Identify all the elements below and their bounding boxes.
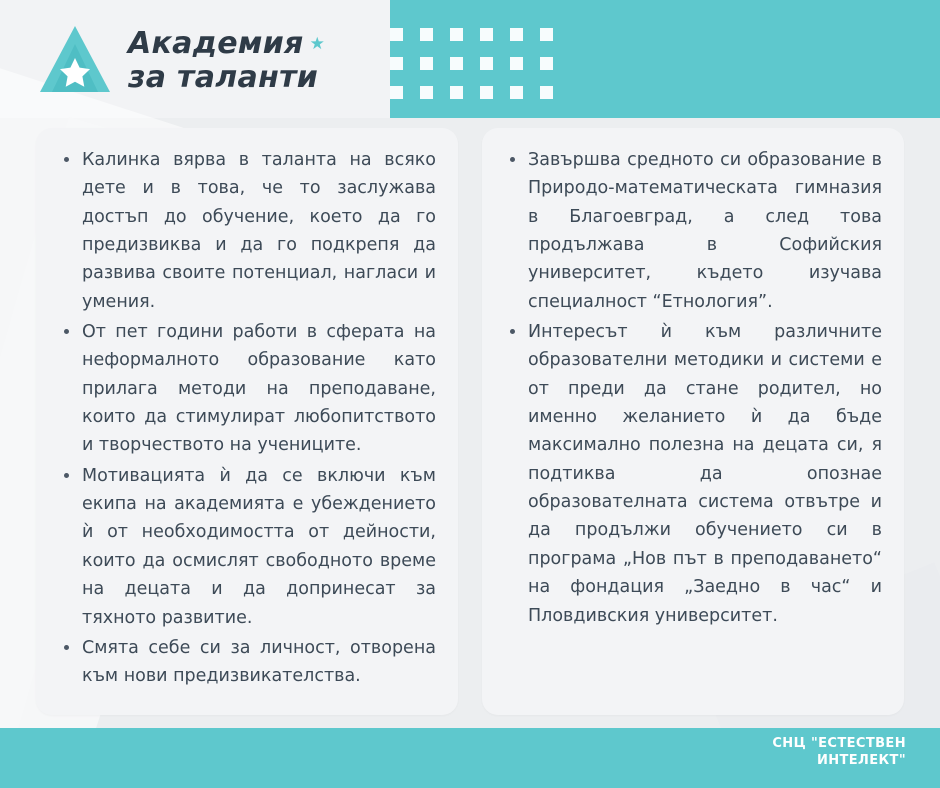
slide-header — [0, 0, 940, 120]
bio-card-right — [482, 128, 904, 715]
list-item: Интересът ѝ към различните образователни методики и системи е от преди да стане родител, но именно желанието ѝ да бъде максимално полезна на децата си, я подтиква да опознае образователната система отвътре и да продължи обучението си в програма „Нов път в преподаването“ на фондация „Заедно в час“ и Пловдивския университет. — [524, 318, 882, 630]
dot — [540, 86, 553, 99]
dot — [450, 57, 463, 70]
list-item: Смята себе си за личност, отворена към нови предизвикателства. — [78, 634, 436, 691]
dot — [480, 86, 493, 99]
brand-logo-line1 — [128, 26, 326, 61]
star-icon: ★ — [309, 34, 326, 54]
brand-logo-line1-text: Академия — [128, 26, 304, 61]
dot — [510, 86, 523, 99]
dot — [450, 86, 463, 99]
list-item: Калинка вярва в таланта на всяко дете и в това, че то заслужава достъп до обучение, което да го предизвиква и да го подкрепя да развива своите потенциал, нагласи и умения. — [78, 146, 436, 316]
bullet-list-left — [58, 146, 436, 691]
dot — [510, 28, 523, 41]
brand-logo — [36, 22, 325, 100]
bullet-list-right — [504, 146, 882, 630]
dot — [420, 57, 433, 70]
list-item: Мотивацията ѝ да се включи към екипа на академията е убеждението ѝ от необходимостта от дейности, които да осмислят свободното време на децата и да допринесат за тяхното развитие. — [78, 462, 436, 632]
dot — [510, 57, 523, 70]
dot — [540, 28, 553, 41]
footer-organization — [772, 735, 906, 770]
dot-grid-decoration — [390, 28, 570, 115]
dot — [480, 57, 493, 70]
dot — [540, 57, 553, 70]
footer-line-2: ИНТЕЛЕКТ" — [816, 753, 906, 769]
list-item: От пет години работи в сферата на неформалното образование като прилага методи на преподаване, които да стимулират любопитството и творчеството на учениците. — [78, 318, 436, 460]
slide-content — [0, 128, 940, 715]
brand-logo-text — [128, 26, 326, 95]
dot — [390, 86, 403, 99]
dot — [450, 28, 463, 41]
mountain-star-logo-icon — [36, 22, 114, 100]
brand-logo-line2: за таланти — [128, 60, 319, 95]
bio-card-left — [36, 128, 458, 715]
list-item: Завършва средното си образование в Природо-математическата гимназия в Благоевград, а след това продължава в Софийския университет, където изучава специалност “Етнология”. — [524, 146, 882, 316]
dot — [420, 28, 433, 41]
footer-line-1: СНЦ "ЕСТЕСТВЕН — [772, 735, 906, 751]
dot — [420, 86, 433, 99]
dot — [480, 28, 493, 41]
dot — [390, 28, 403, 41]
dot — [390, 57, 403, 70]
